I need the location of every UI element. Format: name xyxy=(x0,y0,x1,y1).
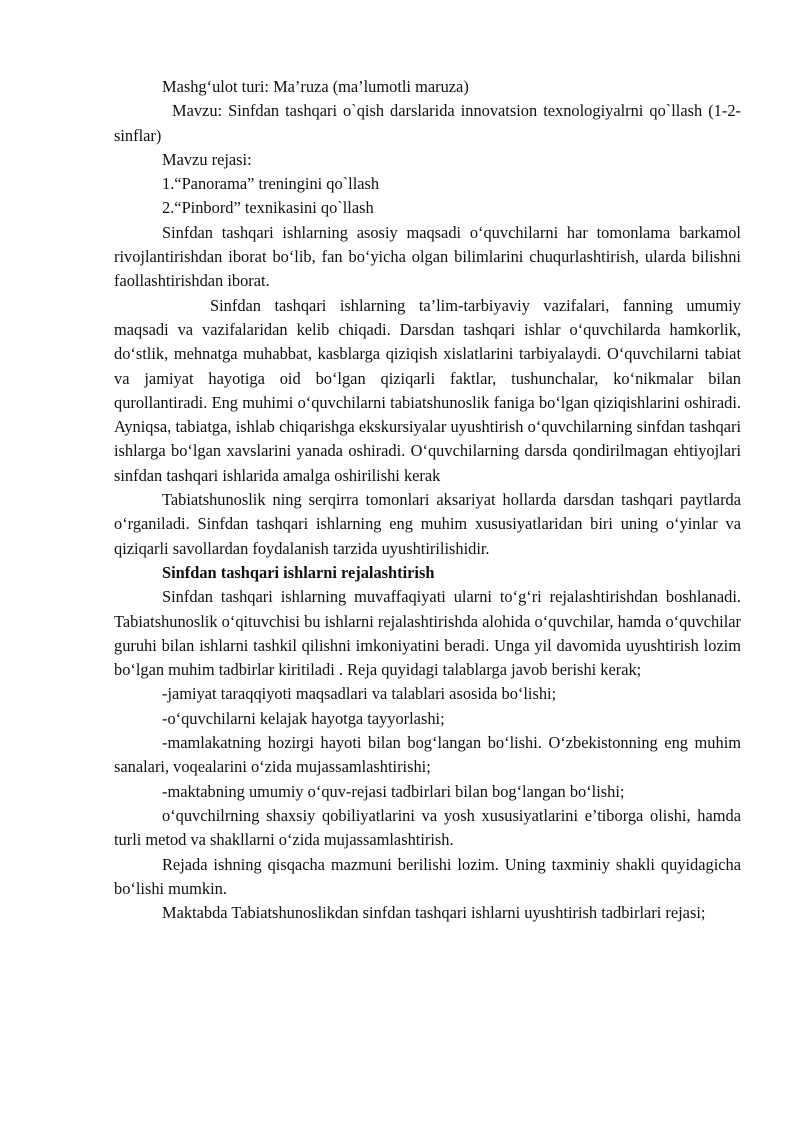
paragraph-plan-content: Rejada ishning qisqacha mazmuni berilishi lozim. Uning taxminiy shakli quyidagicha bo‘lishi mumkin. xyxy=(114,854,741,898)
paragraph-goal: Sinfdan tashqari ishlarning asosiy maqsadi o‘quvchilarni har tomonlama barkamol rivojlantirishdan iborat bo‘lib, fan bo‘yicha olgan bilimlarini chuqurlashtirish, ularda bilishni faollashtirishdan iborat. xyxy=(114,222,741,291)
paragraph-planning: Sinfdan tashqari ishlarning muvaffaqiyati ularni to‘g‘ri rejalashtirishdan boshlanadi. Tabiatshunoslik o‘qituvchisi bu ishlarni rejalashtirishda alohida o‘quvchilar, hamda o‘quvchilar guruhi bilan ishlarni tashkil qilishni imkoniyatini beradi. Unga yil davomida uyushtirish lozim bo‘lgan muhim tadbirlar kiritiladi . Reja quyidagi talablarga javob berishi kerak; xyxy=(114,587,741,680)
section-heading: Sinfdan tashqari ishlarni rejalashtirish xyxy=(162,562,435,582)
requirement-item-4: -maktabning umumiy o‘quv-rejasi tadbirlari bilan bog‘langan bo‘lishi; xyxy=(162,781,625,801)
requirement-item-5: o‘quvchilrning shaxsiy qobiliyatlarini va yosh xususiyatlarini e’tiborga olishi, hamda turli metod va shakllarni o‘zida mujassamlashtirish. xyxy=(114,805,741,850)
lesson-type-line: Mashg‘ulot turi: Ma’ruza (ma’lumotli maruza) xyxy=(162,77,469,96)
plan-item-2: 2.“Pinbord” texnikasini qo`llash xyxy=(162,198,374,218)
topic-line: Mavzu: Sinfdan tashqari o`qish darslarida innovatsion texnologiyalrni qo`llash (1-2-sinflar) xyxy=(114,101,741,145)
document-body xyxy=(114,75,741,925)
plan-heading: Mavzu rejasi: xyxy=(162,149,252,169)
plan-item-1: 1.“Panorama” treningini qo`llash xyxy=(162,174,380,194)
paragraph-plan-title: Maktabda Tabiatshunoslikdan sinfdan tashqari ishlarni uyushtirish tadbirlari rejasi; xyxy=(162,903,706,923)
requirement-item-2: -o‘quvchilarni kelajak hayotga tayyorlashi; xyxy=(162,708,445,728)
paragraph-tasks: Sinfdan tashqari ishlarning ta’lim-tarbiyaviy vazifalari, fanning umumiy maqsadi va vazifalaridan kelib chiqadi. Darsdan tashqari ishlar o‘quvchilarda hamkorlik, do‘stlik, mehnatga muhabbat, kasblarga qiziqish xislatlarini tarbiyalaydi. O‘quvchilarni tabiat va jamiyat hayotiga oid bo‘lgan qiziqarli faktlar, tushunchalar, ko‘nikmalar bilan qurollantiradi. Eng muhimi o‘quvchilarni tabiatshunoslik faniga bo‘lgan qiziqishlarini oshiradi. Ayniqsa, tabiatga, ishlab chiqarishga ekskursiyalar uyushtirish o‘quvchilarning sinfdan tashqari ishlarga bo‘lgan xavslarini yanada oshiradi. O‘quvchilarning darsda qondirilmagan ehtiyojlari sinfdan tashqari ishlarida amalga oshirilishi kerak xyxy=(114,295,741,485)
requirement-item-3: -mamlakatning hozirgi hayoti bilan bog‘langan bo‘lishi. O‘zbekistonning eng muhim sanalari, voqealarini o‘zida mujassamlashtirishi; xyxy=(114,733,741,777)
paragraph-features: Tabiatshunoslik ning serqirra tomonlari aksariyat hollarda darsdan tashqari paytlarda o‘rganiladi. Sinfdan tashqari ishlarning eng muhim xususiyatlaridan biri uning o‘yinlar va qiziqarli savollardan foydalanish tarzida uyushtirilishidir. xyxy=(114,490,741,558)
requirement-item-1: -jamiyat taraqqiyoti maqsadlari va talablari asosida bo‘lishi; xyxy=(162,684,557,704)
